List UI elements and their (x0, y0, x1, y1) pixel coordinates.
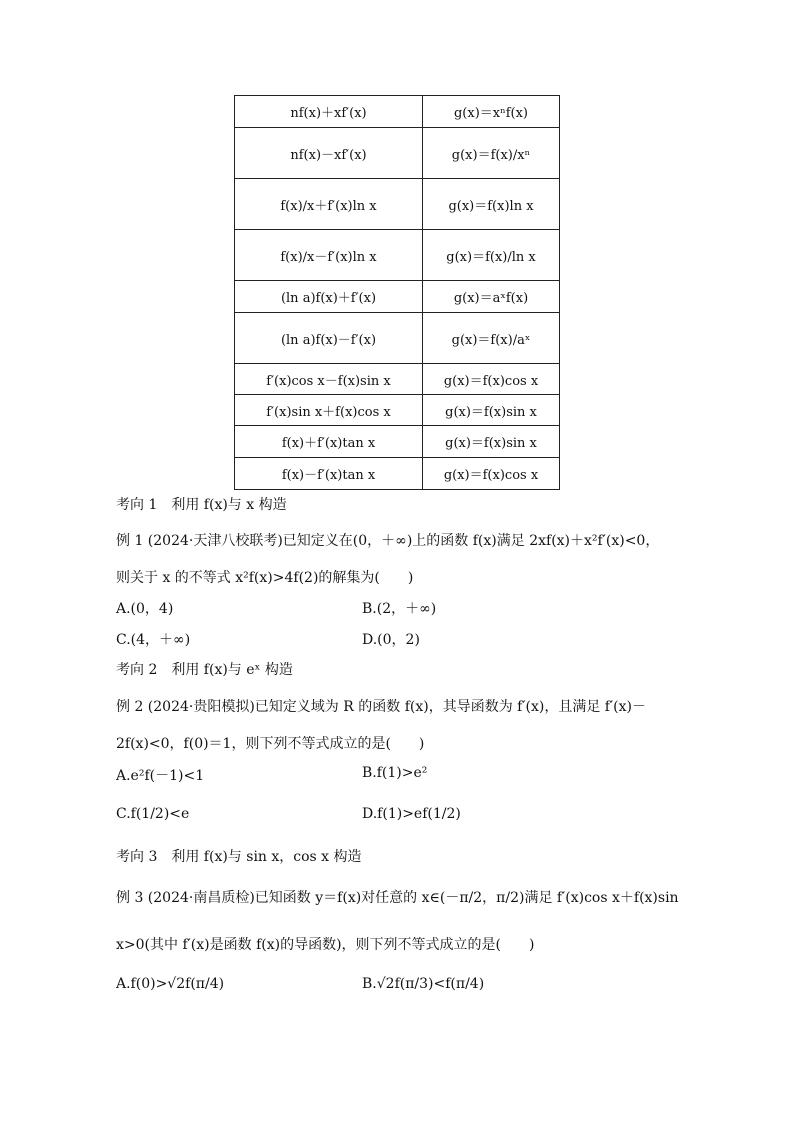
table-cell: g(x)＝xⁿf(x) (423, 96, 560, 128)
table-cell: f(x)－f′(x)tan x (235, 458, 423, 490)
table-row (235, 230, 560, 281)
table-cell: g(x)＝f(x)cos x (423, 458, 560, 490)
example-2-option-b: B.f(1)>e² (362, 765, 428, 781)
table-row (235, 179, 560, 230)
example-2-option-c: C.f(1/2)<e (116, 806, 190, 822)
table-cell: g(x)＝f(x)sin x (423, 426, 560, 458)
example-1-stem-line-2: 则关于 x 的不等式 x²f(x)>4f(2)的解集为( ) (116, 570, 414, 586)
table-row (235, 313, 560, 364)
example-2-stem-line-1: 例 2 (2024·贵阳模拟)已知定义域为 R 的函数 f(x)，其导函数为 f′(x)，且满足 f′(x)－ (116, 699, 646, 715)
example-1-option-d: D.(0，2) (362, 632, 420, 648)
table-cell: f′(x)cos x－f(x)sin x (235, 364, 423, 395)
table-cell: (ln a)f(x)－f′(x) (235, 313, 423, 364)
table-cell: g(x)＝f(x)/ln x (423, 230, 560, 281)
table-row (235, 426, 560, 458)
table-cell: g(x)＝f(x)cos x (423, 364, 560, 395)
table-row (235, 281, 560, 313)
table-row (235, 395, 560, 426)
section-heading-3: 考向 3 利用 f(x)与 sin x，cos x 构造 (116, 849, 362, 865)
example-1-option-a: A.(0，4) (116, 601, 174, 617)
construction-table (234, 95, 560, 490)
example-3-stem-line-1: 例 3 (2024·南昌质检)已知函数 y＝f(x)对任意的 x∈(－π/2，π/2)满足 f′(x)cos x＋f(x)sin (116, 890, 679, 906)
table-cell: g(x)＝aˣf(x) (423, 281, 560, 313)
section-heading-2: 考向 2 利用 f(x)与 eˣ 构造 (116, 662, 293, 678)
table-cell: nf(x)＋xf′(x) (235, 96, 423, 128)
section-heading-1: 考向 1 利用 f(x)与 x 构造 (116, 497, 287, 513)
table-row (235, 96, 560, 128)
table-cell: nf(x)－xf′(x) (235, 128, 423, 179)
example-2-option-d: D.f(1)>ef(1/2) (362, 806, 461, 822)
table-cell: g(x)＝f(x)/aˣ (423, 313, 560, 364)
table-row (235, 458, 560, 490)
table-cell: g(x)＝f(x)ln x (423, 179, 560, 230)
table-cell: f(x)/x－f′(x)ln x (235, 230, 423, 281)
example-2-stem-line-2: 2f(x)<0，f(0)＝1，则下列不等式成立的是( ) (116, 736, 425, 752)
table-cell: g(x)＝f(x)/xⁿ (423, 128, 560, 179)
example-1-stem-line-1: 例 1 (2024·天津八校联考)已知定义在(0，＋∞)上的函数 f(x)满足 2xf(x)＋x²f′(x)<0， (116, 533, 660, 549)
example-3-stem-line-2: x>0(其中 f′(x)是函数 f(x)的导函数)，则下列不等式成立的是( ) (116, 937, 535, 953)
example-1-option-c: C.(4，＋∞) (116, 632, 191, 648)
table-cell: f(x)＋f′(x)tan x (235, 426, 423, 458)
example-3-option-b: B.√2f(π/3)<f(π/4) (362, 976, 485, 992)
table-row (235, 364, 560, 395)
table-cell: f(x)/x＋f′(x)ln x (235, 179, 423, 230)
example-2-option-a: A.e²f(－1)<1 (116, 768, 205, 784)
example-3-option-a: A.f(0)>√2f(π/4) (116, 976, 225, 992)
table-row (235, 128, 560, 179)
table-cell: (ln a)f(x)＋f′(x) (235, 281, 423, 313)
table-cell: f′(x)sin x＋f(x)cos x (235, 395, 423, 426)
table-cell: g(x)＝f(x)sin x (423, 395, 560, 426)
example-1-option-b: B.(2，＋∞) (362, 601, 437, 617)
